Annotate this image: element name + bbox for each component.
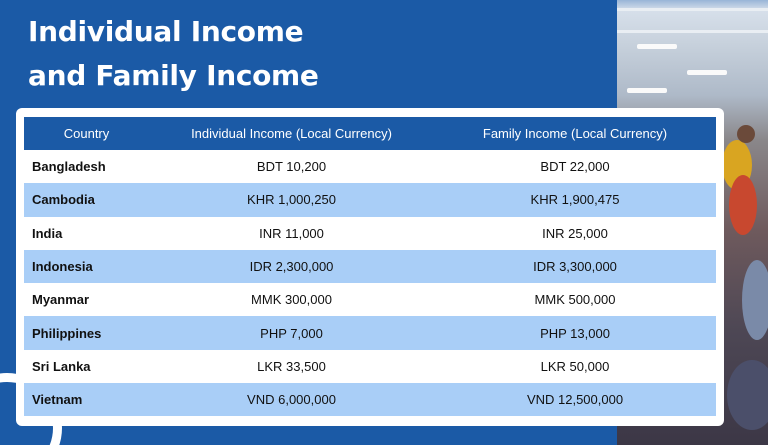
column-header-country: Country [24,117,149,150]
individual-income-cell: LKR 33,500 [149,350,434,383]
country-cell: Indonesia [24,250,149,283]
table-row [24,183,716,216]
country-cell: India [24,217,149,250]
country-cell: Cambodia [24,183,149,216]
table-row [24,217,716,250]
family-income-cell: KHR 1,900,475 [434,183,716,216]
individual-income-cell: IDR 2,300,000 [149,250,434,283]
individual-income-cell: BDT 10,200 [149,150,434,183]
table-row [24,250,716,283]
family-income-cell: LKR 50,000 [434,350,716,383]
column-header-individual-income: Individual Income (Local Currency) [149,117,434,150]
country-cell: Myanmar [24,283,149,316]
country-cell: Philippines [24,316,149,349]
individual-income-cell: KHR 1,000,250 [149,183,434,216]
column-header-family-income: Family Income (Local Currency) [434,117,716,150]
income-table [24,117,716,416]
family-income-cell: MMK 500,000 [434,283,716,316]
title-line-1: Individual Income [28,15,304,48]
country-cell: Bangladesh [24,150,149,183]
table-row [24,150,716,183]
country-cell: Vietnam [24,383,149,416]
family-income-cell: VND 12,500,000 [434,383,716,416]
country-cell: Sri Lanka [24,350,149,383]
family-income-cell: PHP 13,000 [434,316,716,349]
table-row [24,350,716,383]
individual-income-cell: VND 6,000,000 [149,383,434,416]
individual-income-cell: INR 11,000 [149,217,434,250]
family-income-cell: IDR 3,300,000 [434,250,716,283]
income-table-card [16,108,724,426]
individual-income-cell: MMK 300,000 [149,283,434,316]
table-row [24,383,716,416]
family-income-cell: INR 25,000 [434,217,716,250]
table-header-row [24,117,716,150]
table-row [24,316,716,349]
table-row [24,283,716,316]
page-title [28,10,319,98]
individual-income-cell: PHP 7,000 [149,316,434,349]
title-line-2: and Family Income [28,59,319,92]
family-income-cell: BDT 22,000 [434,150,716,183]
